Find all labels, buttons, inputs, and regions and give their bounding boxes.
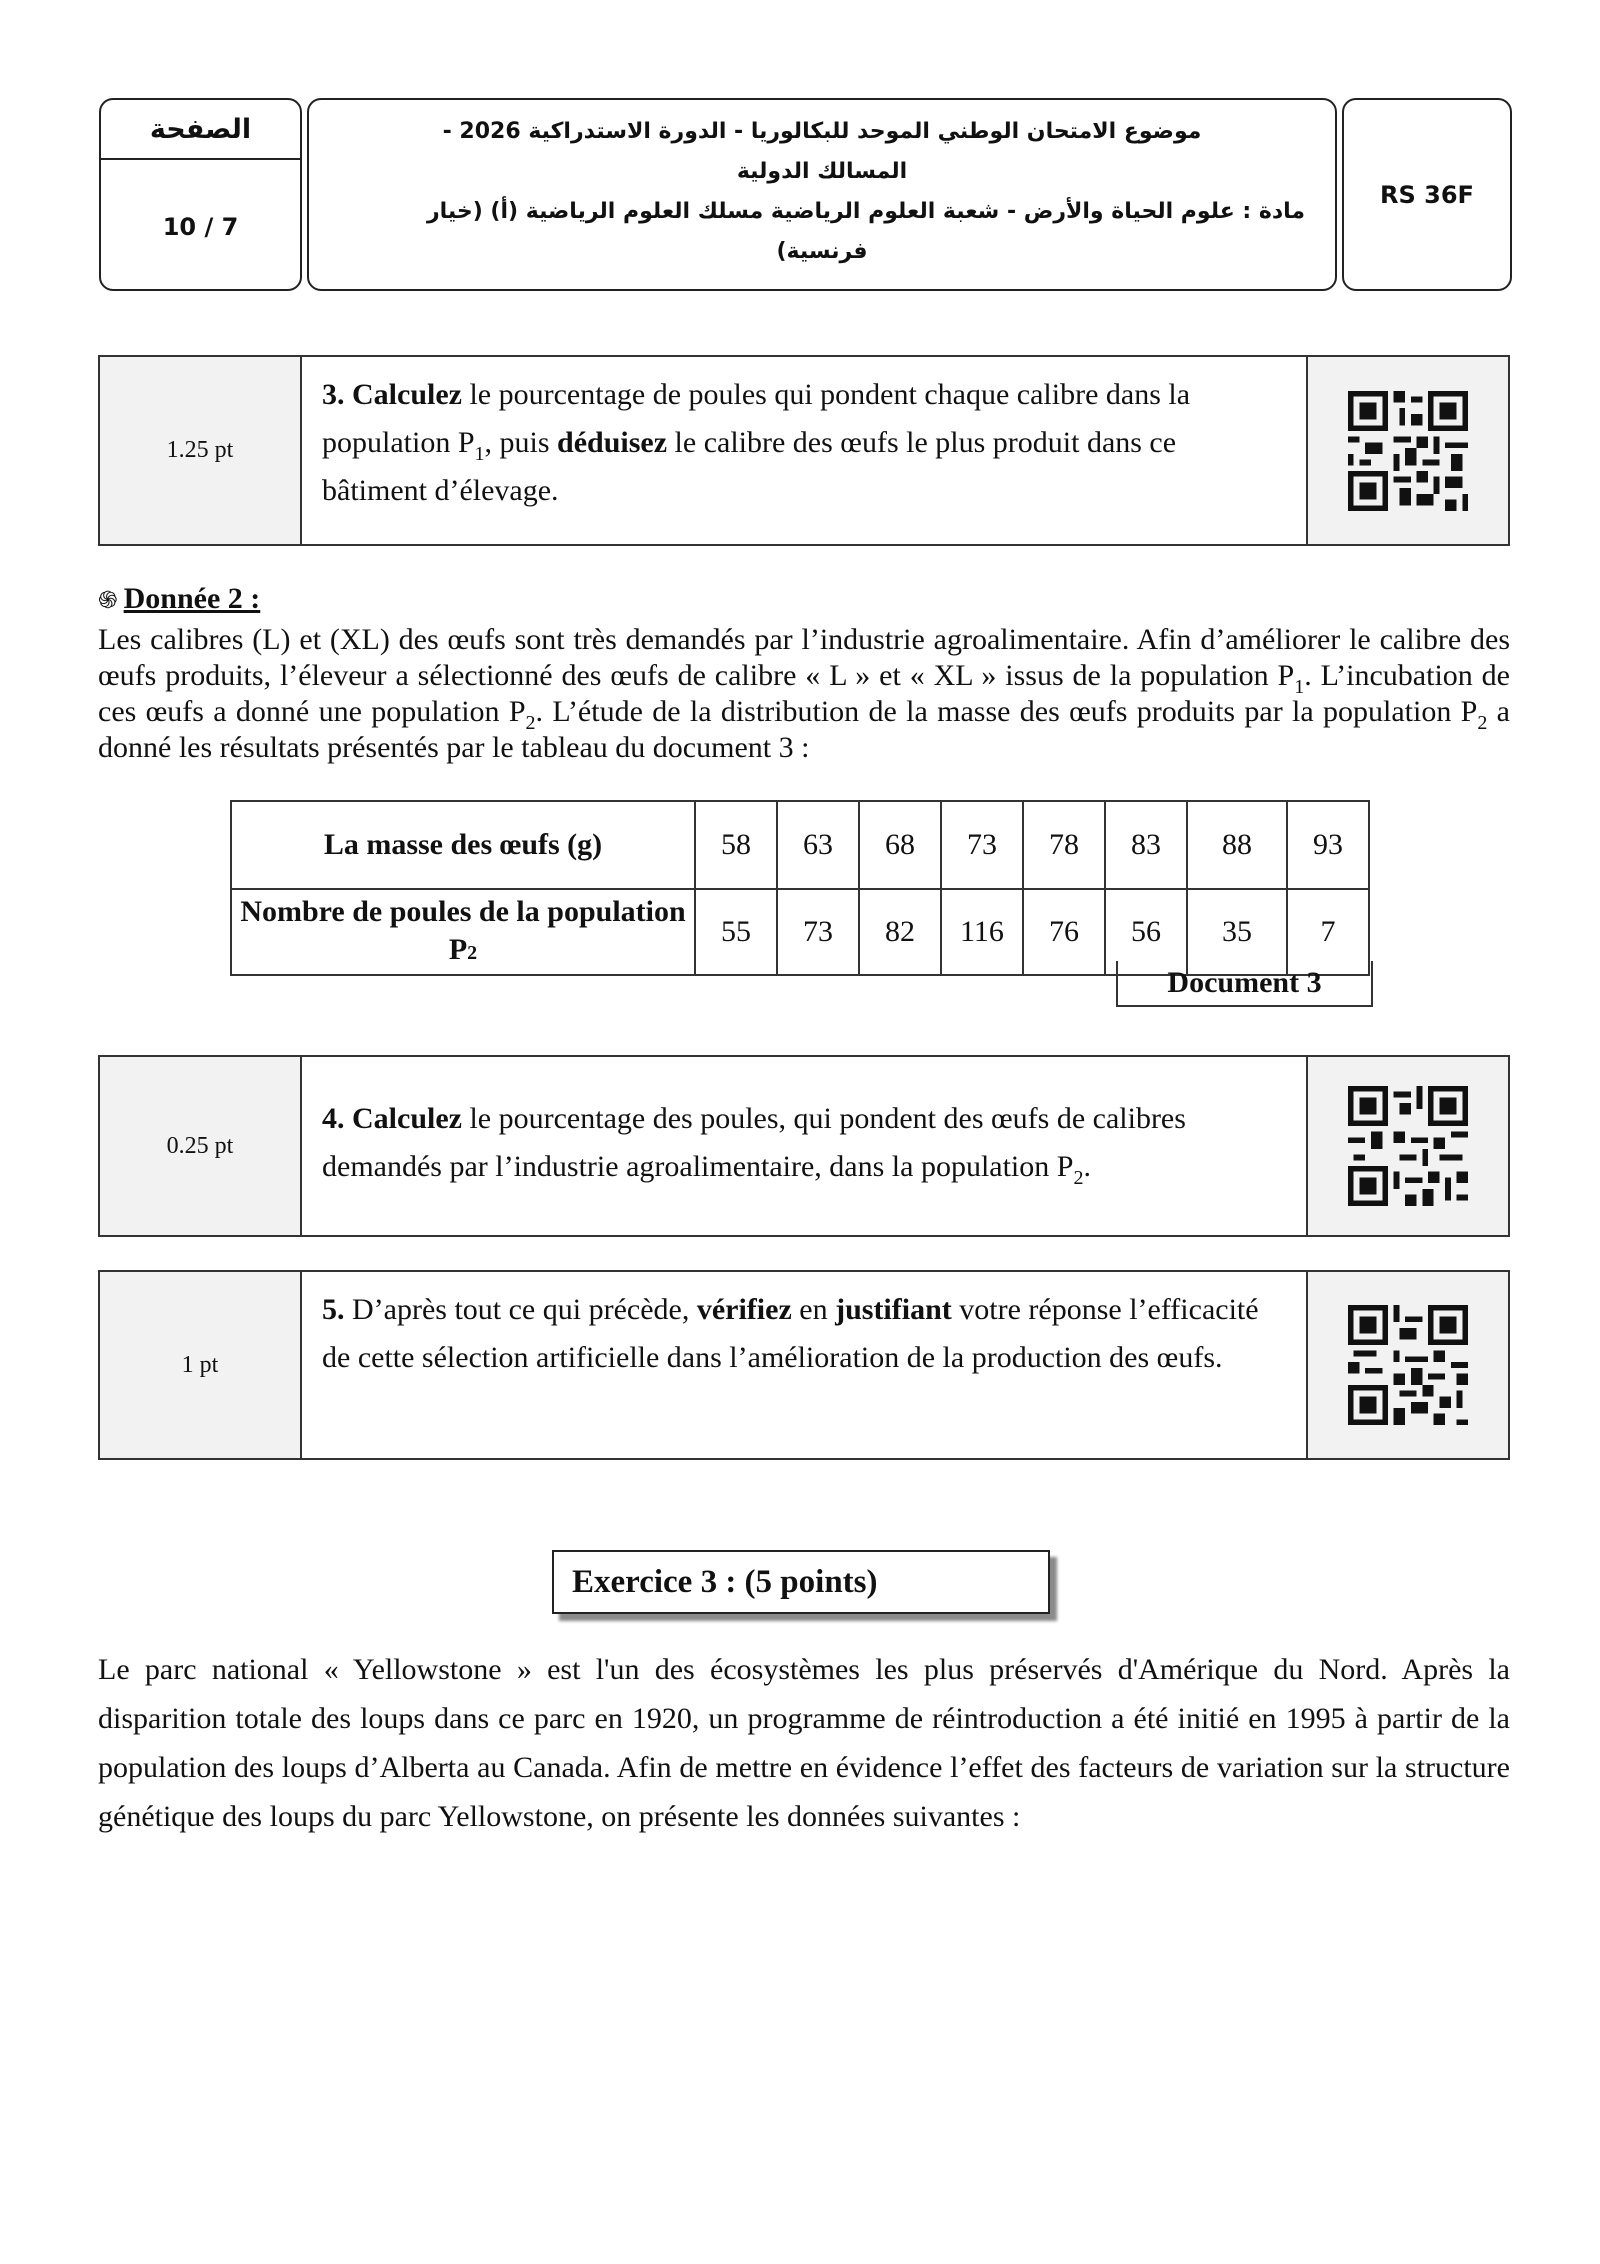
paragraph-part: Les calibres (L) et (XL) des œufs sont très demandés par l’industrie agroalimentaire. Afin d’améliorer le calibre des œufs produits, l’éleveur a sélectionné des œufs de calibre « L » et « XL » issus de la population P	[98, 623, 1510, 692]
table-cell: 63	[777, 801, 859, 889]
question-4-box	[98, 1055, 1510, 1237]
table-cell: 88	[1187, 801, 1287, 889]
exam-subject-line: مادة : علوم الحياة والأرض - شعبة العلوم الرياضية مسلك العلوم الرياضية (أ) (خيار	[426, 199, 1305, 224]
table-cell: 58	[695, 801, 777, 889]
table-cell: 82	[859, 889, 941, 975]
question-3-box	[98, 355, 1510, 546]
question-text-part: D’après tout ce qui précède,	[344, 1293, 697, 1326]
instruction-keyword: Calculez	[352, 378, 462, 411]
donnee-2-heading	[98, 582, 260, 616]
donnee-2-title: Donnée 2 :	[123, 582, 261, 615]
subscript: 2	[467, 941, 478, 964]
table-cell: 35	[1187, 889, 1287, 975]
exercice-3-title-box	[552, 1550, 1050, 1614]
qr-code-icon[interactable]	[1306, 1272, 1508, 1458]
qr-code-icon[interactable]	[1306, 357, 1508, 544]
paragraph-part: . L’étude de la distribution de la masse des œufs produits par la population P	[535, 695, 1478, 728]
question-3-points: 1.25 pt	[100, 357, 302, 544]
instruction-keyword: vérifiez	[696, 1293, 792, 1326]
question-5-points: 1 pt	[100, 1272, 302, 1458]
exercice-3-title: Exercice 3 : (5 points)	[572, 1563, 878, 1600]
page-number-box	[99, 98, 302, 291]
question-number: 5.	[322, 1293, 345, 1326]
question-text-part: , puis	[484, 426, 558, 459]
table-cell: 73	[941, 801, 1023, 889]
instruction-keyword: justifiant	[835, 1293, 952, 1326]
table-cell: 93	[1287, 801, 1369, 889]
question-text-part: le pourcentage de poules qui pondent chaque calibre dans la population P	[322, 378, 1191, 459]
subscript: 2	[525, 712, 536, 734]
table-cell: 76	[1023, 889, 1105, 975]
paragraph-part: . L’incubation de ces œufs a donné une population P	[98, 659, 1510, 728]
table-cell: 7	[1287, 889, 1369, 975]
instruction-keyword: Calculez	[352, 1102, 462, 1135]
question-3-text	[302, 357, 1306, 544]
question-text-part: en	[791, 1293, 836, 1326]
exam-title-line1: موضوع الامتحان الوطني الموحد للبكالوريا - الدورة الاستدراكية 2026 -	[442, 119, 1202, 144]
question-4-text	[302, 1057, 1306, 1235]
page-number: 10 / 7	[162, 212, 239, 241]
table-cell: 56	[1105, 889, 1187, 975]
exam-title-box	[307, 98, 1337, 291]
page-label: الصفحة	[101, 100, 300, 160]
question-text-part: votre réponse l’efficacité de cette sélection artificielle dans l’amélioration de la production des œufs.	[322, 1293, 1259, 1374]
table-cell: 116	[941, 889, 1023, 975]
table-cell: 68	[859, 801, 941, 889]
exercice-3-intro: Le parc national « Yellowstone » est l'un des écosystèmes les plus préservés d'Amérique du Nord. Après la disparition totale des loups dans ce parc en 1920, un programme de réintroduction a été initié en 1995 à partir de la population des loups d’Alberta au Canada. Afin de mettre en évidence l’effet des facteurs de variation sur la structure génétique des loups du parc Yellowstone, on présente les données suivantes :	[98, 1653, 1510, 1833]
subscript: 2	[1477, 712, 1488, 734]
instruction-keyword: déduisez	[557, 426, 668, 459]
question-5-box	[98, 1270, 1510, 1460]
exam-code-box	[1342, 98, 1512, 291]
spiral-bullet-icon: ֍	[98, 588, 118, 614]
table-cell: 55	[695, 889, 777, 975]
document-3-table	[230, 800, 1370, 976]
question-text-part: .	[1083, 1150, 1091, 1183]
table-row-masses	[231, 801, 1369, 889]
subscript: 2	[1073, 1167, 1084, 1189]
document-3-caption: Document 3	[1116, 961, 1373, 1007]
question-number: 4.	[322, 1102, 345, 1135]
question-5-text	[302, 1272, 1306, 1458]
table-cell: 78	[1023, 801, 1105, 889]
row-header-counts	[231, 889, 695, 975]
donnee-2-text	[98, 622, 1510, 766]
subscript: 1	[474, 443, 485, 465]
exam-code: RS 36F	[1380, 180, 1474, 209]
exam-subject-line2: فرنسية)	[776, 239, 868, 264]
paragraph-part: a donné les résultats présentés par le tableau du document 3 :	[98, 695, 1510, 764]
table-cell: 83	[1105, 801, 1187, 889]
qr-code-icon[interactable]	[1306, 1057, 1508, 1235]
question-text-part: le pourcentage des poules, qui pondent des œufs de calibres demandés par l’industrie agroalimentaire, dans la population P	[322, 1102, 1186, 1183]
row-header-masses: La masse des œufs (g)	[231, 801, 695, 889]
question-number: 3.	[322, 378, 345, 411]
question-4-points: 0.25 pt	[100, 1057, 302, 1235]
table-cell: 73	[777, 889, 859, 975]
subscript: 1	[1294, 676, 1305, 698]
row-header-text: Nombre de poules de la population P	[240, 894, 686, 966]
question-text-part: le calibre des œufs le plus produit dans ce bâtiment d’élevage.	[322, 426, 1177, 507]
exam-title-line2: المسالك الدولية	[736, 159, 908, 184]
